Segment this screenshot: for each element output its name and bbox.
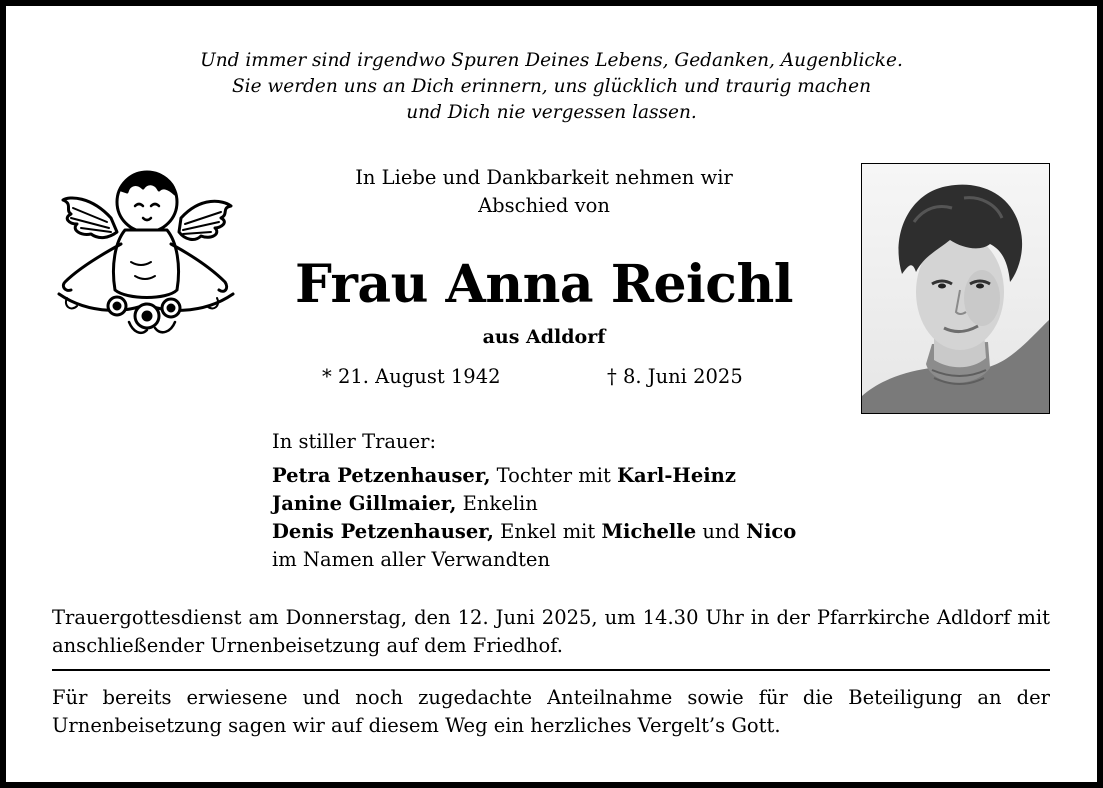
death-date: † 8. Juni 2025: [607, 365, 743, 388]
mourner-name: Petra Petzenhauser,: [272, 464, 491, 487]
deceased-name: Frau Anna Reichl: [294, 254, 794, 315]
mourners-heading: In stiller Trauer:: [272, 430, 437, 453]
mourner-joiner: und: [696, 520, 747, 543]
portrait-photo: [861, 163, 1050, 414]
intro-line: Abschied von: [478, 194, 610, 217]
mourners-block: [272, 428, 796, 574]
portrait-image: [862, 164, 1049, 413]
poem: [6, 48, 1097, 126]
cherub-angel-icon: [51, 166, 241, 346]
mourners-closing: im Namen aller Verwandten: [272, 548, 551, 571]
thanks-text: Für bereits erwiesene und noch zugedachte Anteilnahme sowie für die Beteiligung an der Urnenbeisetzung sagen wir auf diesem Weg ein herzliches Vergelt’s Gott.: [52, 686, 1050, 737]
mourner-name: Janine Gillmaier,: [272, 492, 457, 515]
mourner-partner: Michelle: [601, 520, 697, 543]
poem-line: Und immer sind irgendwo Spuren Deines Lebens, Gedanken, Augenblicke.: [200, 50, 903, 71]
mourner-relation: Enkel mit: [493, 520, 602, 543]
mourner-row: [272, 490, 796, 518]
mourner-name: Denis Petzenhauser,: [272, 520, 494, 543]
divider: [52, 669, 1050, 671]
poem-line: Sie werden uns an Dich erinnern, uns glücklich und traurig machen: [232, 76, 871, 97]
mourner-partner: Karl-Heinz: [617, 464, 736, 487]
poem-line: und Dich nie vergessen lassen.: [406, 102, 697, 123]
mourner-relation: Tochter mit: [490, 464, 618, 487]
service-announcement: Trauergottesdienst am Donnerstag, den 12. Juni 2025, um 14.30 Uhr in der Pfarrkirche Adldorf mit anschließender Urnenbeisetzung auf dem Friedhof.: [52, 606, 1050, 657]
mourner-row: [272, 518, 796, 546]
intro-line: In Liebe und Dankbarkeit nehmen wir: [355, 166, 733, 189]
mourner-partner: Nico: [746, 520, 797, 543]
deceased-origin: aus Adldorf: [482, 326, 606, 348]
mourner-row: [272, 462, 796, 490]
intro-text: [244, 164, 844, 220]
birth-date: * 21. August 1942: [322, 365, 501, 388]
mourner-relation: Enkelin: [456, 492, 538, 515]
